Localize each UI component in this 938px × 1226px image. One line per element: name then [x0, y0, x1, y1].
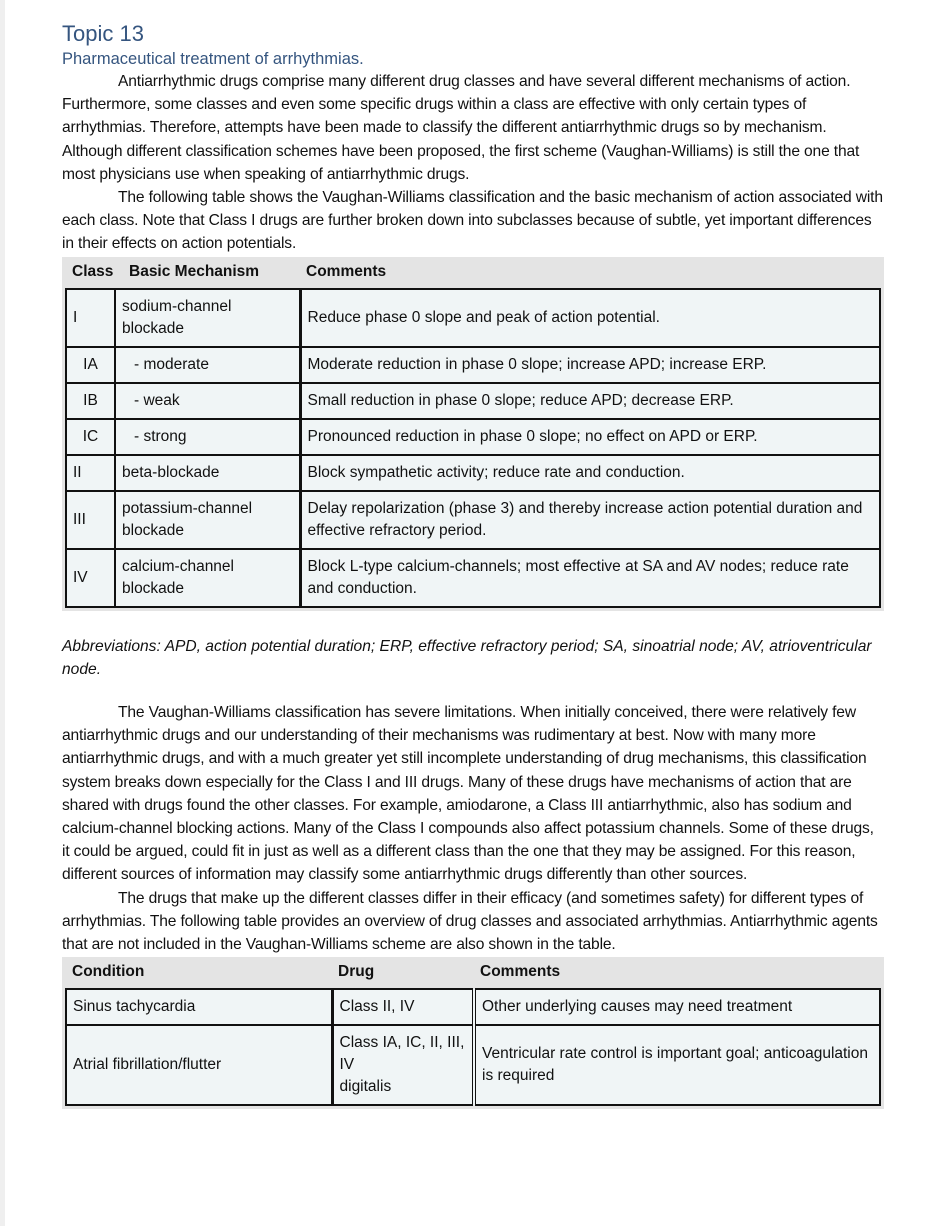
mechanism-cell: - moderate	[115, 347, 300, 383]
table-row	[66, 989, 880, 1025]
table-row	[66, 289, 880, 347]
header-class: Class	[66, 257, 115, 289]
document-page	[62, 20, 884, 1109]
table-row	[66, 419, 880, 455]
table-row	[66, 549, 880, 607]
table-row	[66, 491, 880, 549]
table-intro-paragraph: The following table shows the Vaughan-Williams classification and the basic mechanism of action associated with each class. Note that Class I drugs are further broken down into subclasses because of subtle, yet important differences in their effects on action potentials.	[62, 189, 883, 253]
page-edge-strip	[0, 0, 5, 1226]
condition-cell: Sinus tachycardia	[66, 989, 332, 1025]
condition-cell: Atrial fibrillation/flutter	[66, 1025, 332, 1105]
header-comments: Comments	[300, 257, 880, 289]
header-mechanism: Basic Mechanism	[115, 257, 300, 289]
mechanism-cell: - strong	[115, 419, 300, 455]
comments-cell: Small reduction in phase 0 slope; reduce APD; decrease ERP.	[300, 383, 880, 419]
class-cell: III	[66, 491, 115, 549]
mechanism-cell: sodium-channel blockade	[115, 289, 300, 347]
class-cell: I	[66, 289, 115, 347]
intro-paragraph: Antiarrhythmic drugs comprise many different drug classes and have several different mechanisms of action. Furthermore, some classes and even some specific drugs within a class are effective with only certain types of arrhythmias. Therefore, attempts have been made to classify the different antiarrhythmic drugs so by mechanism. Although different classification schemes have been proposed, the first scheme (Vaughan-Williams) is still the one that most physicians use when speaking of antiarrhythmic drugs.	[62, 73, 860, 183]
class-cell: IB	[66, 383, 115, 419]
drug-cell	[332, 1025, 474, 1105]
comments-cell: Block sympathetic activity; reduce rate and conduction.	[300, 455, 880, 491]
header-drug: Drug	[332, 957, 474, 989]
topic-heading: Topic 13	[62, 21, 144, 46]
mechanism-cell: beta-blockade	[115, 455, 300, 491]
comments-cell: Other underlying causes may need treatment	[474, 989, 880, 1025]
mechanism-cell: calcium-channel blockade	[115, 549, 300, 607]
drug-line: digitalis	[339, 1078, 392, 1096]
comments-cell: Moderate reduction in phase 0 slope; increase APD; increase ERP.	[300, 347, 880, 383]
abbreviations-note: Abbreviations: APD, action potential duration; ERP, effective refractory period; SA, sinoatrial node; AV, atrioventricular node.	[62, 637, 872, 678]
class-cell: IV	[66, 549, 115, 607]
condition-table-container	[62, 957, 884, 1109]
header-condition: Condition	[66, 957, 332, 989]
drug-line: Class IA, IC, II, III,	[339, 1034, 465, 1052]
class-cell: IC	[66, 419, 115, 455]
section-subtitle: Pharmaceutical treatment of arrhythmias.	[62, 50, 364, 68]
comments-cell: Reduce phase 0 slope and peak of action potential.	[300, 289, 880, 347]
comments-cell: Block L-type calcium-channels; most effective at SA and AV nodes; reduce rate and conduction.	[300, 549, 880, 607]
table-row	[66, 455, 880, 491]
table-row	[66, 383, 880, 419]
drug-line: Class II, IV	[339, 998, 415, 1016]
efficacy-paragraph: The drugs that make up the different classes differ in their efficacy (and sometimes safety) for different types of arrhythmias. The following table provides an overview of drug classes and associated arrhythmias. Antiarrhythmic agents that are not included in the Vaughan-Williams scheme are also shown in the table.	[62, 889, 878, 954]
class-cell: IA	[66, 347, 115, 383]
mechanism-cell: - weak	[115, 383, 300, 419]
class-cell: II	[66, 455, 115, 491]
mechanism-cell: potassium-channel blockade	[115, 491, 300, 549]
drug-cell	[332, 989, 474, 1025]
vaughan-williams-table	[65, 257, 881, 608]
drug-line: IV	[339, 1056, 355, 1074]
comments-cell: Pronounced reduction in phase 0 slope; no effect on APD or ERP.	[300, 419, 880, 455]
comments-cell: Ventricular rate control is important goal; anticoagulation is required	[474, 1025, 880, 1105]
limitations-paragraph: The Vaughan-Williams classification has severe limitations. When initially conceived, there were relatively few antiarrhythmic drugs and our understanding of their mechanisms was rudimentary at best. Now with many more antiarrhythmic drugs, and with a much greater yet still incomplete understanding of drug mechanisms, this classification system breaks down especially for the Class I and III drugs. Many of these drugs have mechanisms of action that are shared with drugs found the other classes. For example, amiodarone, a Class III antiarrhythmic, also has sodium and calcium-channel blocking actions. Many of the Class I compounds also affect potassium channels. Some of these drugs, it could be argued, could fit in just as well as a different class than the one that they may be assigned. For this reason, different sources of information may classify some antiarrhythmic drugs differently than other sources.	[62, 704, 874, 884]
table-row	[66, 347, 880, 383]
table-row	[66, 1025, 880, 1105]
table-header-row	[66, 257, 880, 289]
classification-table-container	[62, 257, 884, 611]
header-comments: Comments	[474, 957, 880, 989]
table-header-row	[66, 957, 880, 989]
arrhythmia-drug-table	[65, 957, 881, 1106]
comments-cell: Delay repolarization (phase 3) and thereby increase action potential duration and effective refractory period.	[300, 491, 880, 549]
